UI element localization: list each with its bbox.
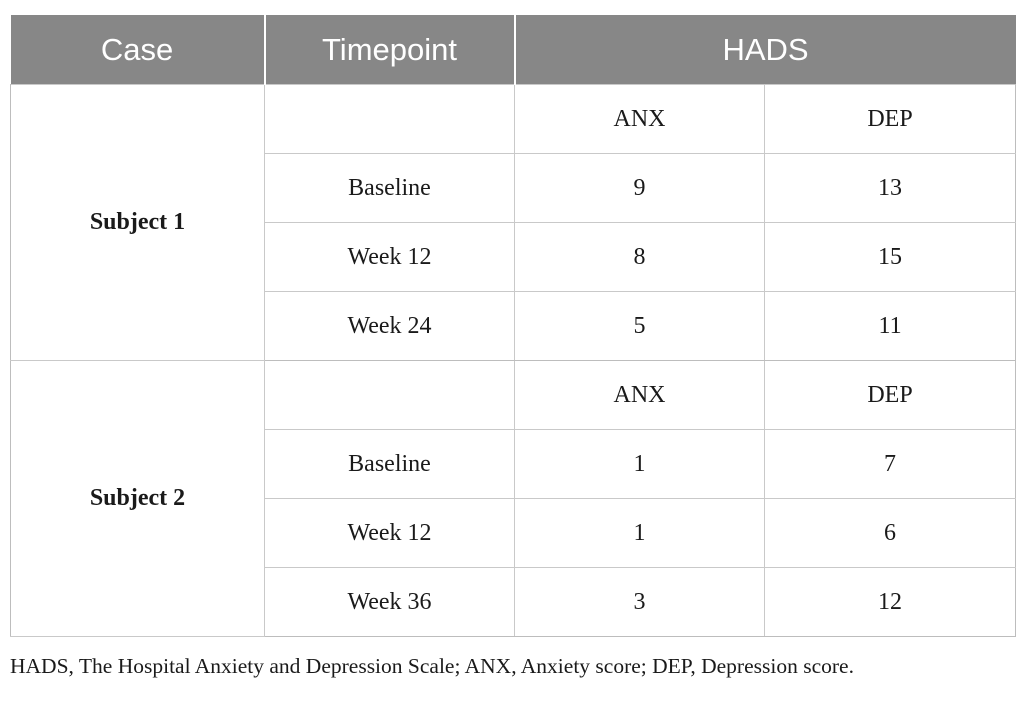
- dep-cell: 6: [765, 499, 1016, 568]
- timepoint-cell: Baseline: [265, 430, 515, 499]
- anx-cell: 8: [515, 223, 765, 292]
- timepoint-cell: Baseline: [265, 154, 515, 223]
- anx-cell: 3: [515, 568, 765, 637]
- case-subject-2: Subject 2: [11, 361, 265, 637]
- anx-cell: 1: [515, 499, 765, 568]
- subheader-row-subject-2: [11, 361, 1016, 430]
- table-header: [11, 15, 1016, 85]
- dep-cell: 7: [765, 430, 1016, 499]
- dep-cell: 11: [765, 292, 1016, 361]
- table-footnote: HADS, The Hospital Anxiety and Depression Scale; ANX, Anxiety score; DEP, Depression score.: [10, 654, 854, 678]
- subheader-dep: DEP: [765, 85, 1016, 154]
- anx-cell: 1: [515, 430, 765, 499]
- subheader-row-subject-1: [11, 85, 1016, 154]
- dep-cell: 13: [765, 154, 1016, 223]
- hads-table-container: [10, 15, 1015, 637]
- header-case: Case: [11, 15, 265, 85]
- timepoint-cell: Week 12: [265, 499, 515, 568]
- subheader-anx: ANX: [515, 85, 765, 154]
- dep-cell: 12: [765, 568, 1016, 637]
- header-row: [11, 15, 1016, 85]
- subheader-anx: ANX: [515, 361, 765, 430]
- timepoint-cell: Week 24: [265, 292, 515, 361]
- subheader-dep: DEP: [765, 361, 1016, 430]
- case-subject-1: Subject 1: [11, 85, 265, 361]
- timepoint-cell: Week 12: [265, 223, 515, 292]
- timepoint-cell: Week 36: [265, 568, 515, 637]
- anx-cell: 9: [515, 154, 765, 223]
- table-body: [11, 85, 1016, 637]
- hads-scores-table: [10, 15, 1016, 637]
- subheader-timepoint: [265, 361, 515, 430]
- subheader-timepoint: [265, 85, 515, 154]
- header-hads: HADS: [515, 15, 1016, 85]
- anx-cell: 5: [515, 292, 765, 361]
- header-timepoint: Timepoint: [265, 15, 515, 85]
- dep-cell: 15: [765, 223, 1016, 292]
